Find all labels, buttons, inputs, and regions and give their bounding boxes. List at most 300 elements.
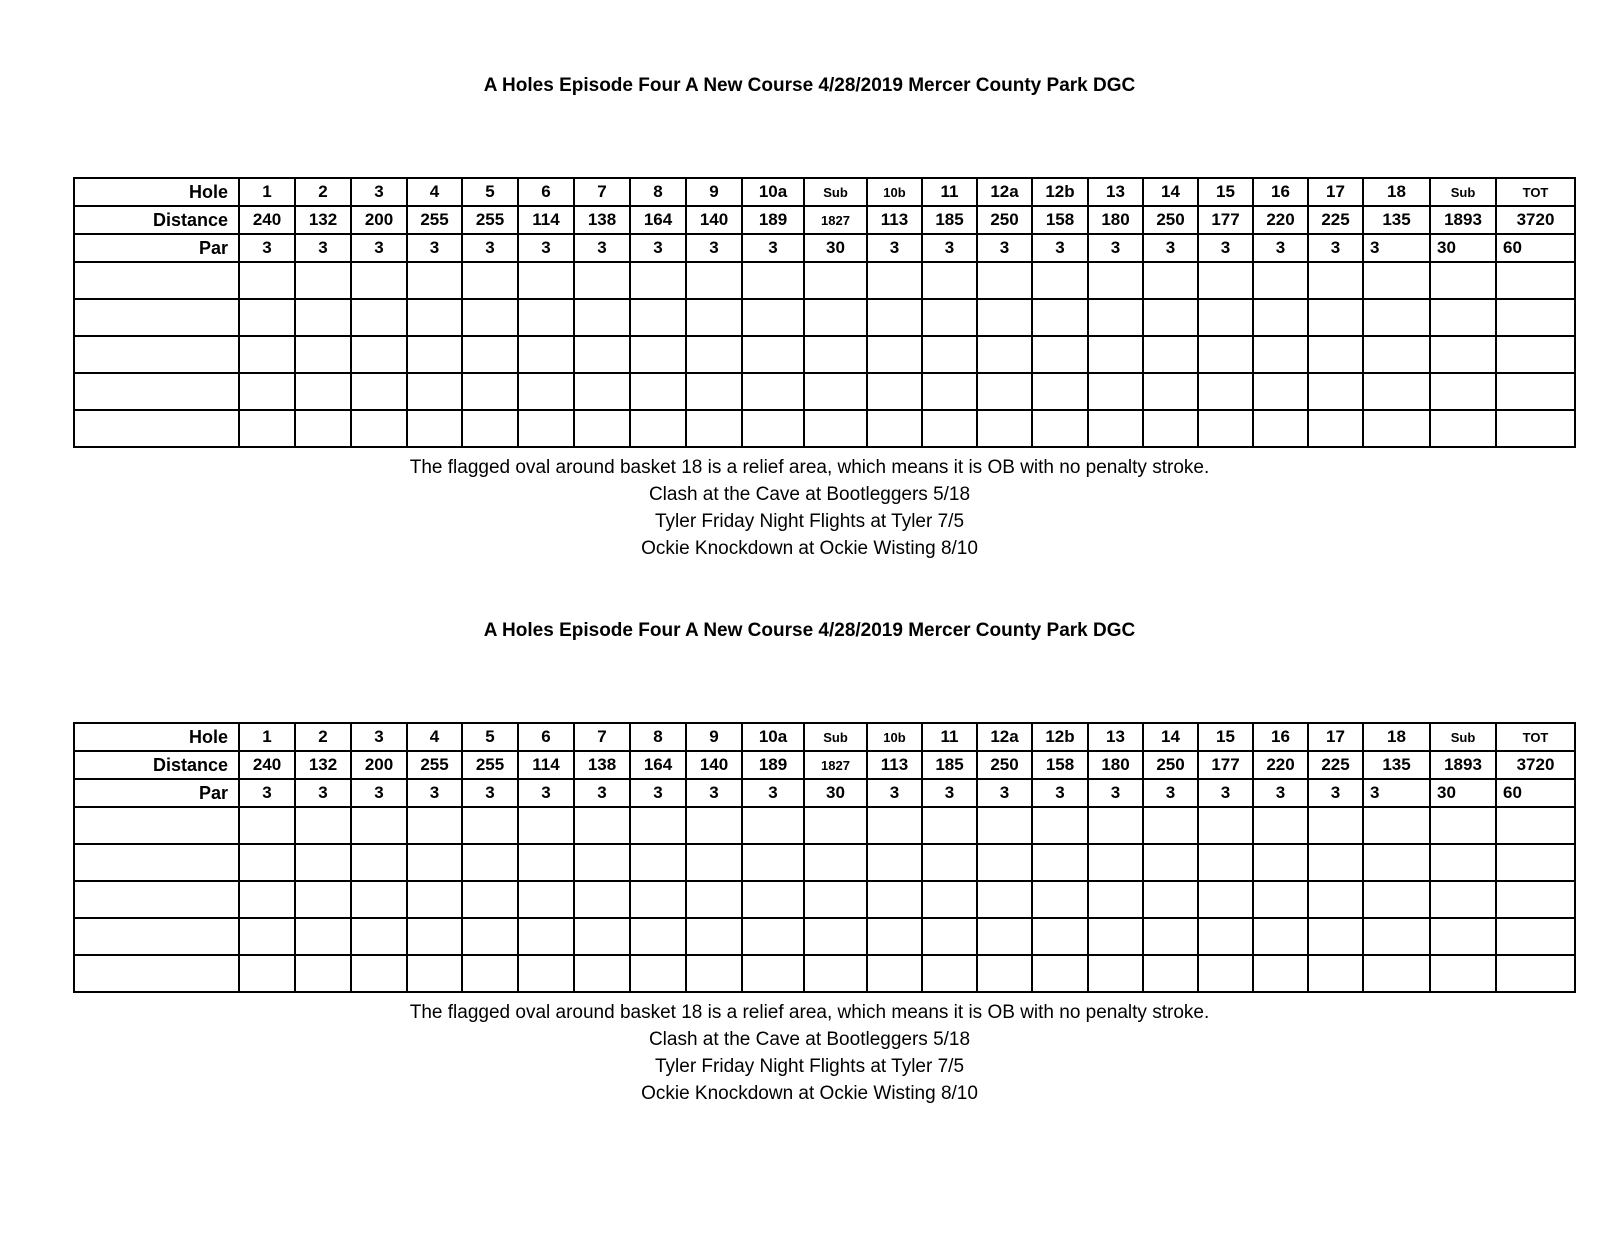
score-cell[interactable] xyxy=(1308,262,1363,299)
score-cell[interactable] xyxy=(1088,373,1143,410)
score-cell[interactable] xyxy=(1308,844,1363,881)
score-cell[interactable] xyxy=(867,844,922,881)
score-cell[interactable] xyxy=(351,807,407,844)
score-cell[interactable] xyxy=(1088,918,1143,955)
note-relief-area: The flagged oval around basket 18 is a relief area, which means it is OB with no penalty stroke. xyxy=(409,457,1210,478)
score-cell[interactable] xyxy=(1496,373,1575,410)
score-cell[interactable] xyxy=(295,918,351,955)
score-cell[interactable] xyxy=(1363,262,1430,299)
player-name-cell[interactable] xyxy=(74,881,239,918)
score-cell[interactable] xyxy=(462,918,518,955)
score-cell[interactable] xyxy=(351,881,407,918)
score-cell[interactable] xyxy=(1363,918,1430,955)
score-cell[interactable] xyxy=(1363,807,1430,844)
score-cell[interactable] xyxy=(922,410,977,447)
score-cell[interactable] xyxy=(804,373,867,410)
score-cell[interactable] xyxy=(630,373,686,410)
score-cell[interactable] xyxy=(630,955,686,992)
score-cell[interactable] xyxy=(977,918,1032,955)
score-cell[interactable] xyxy=(1198,262,1253,299)
distance-cell: 1827 xyxy=(804,206,867,234)
par-cell: 3 xyxy=(351,779,407,807)
score-cell[interactable] xyxy=(742,881,804,918)
score-cell[interactable] xyxy=(1363,299,1430,336)
score-cell[interactable] xyxy=(1088,844,1143,881)
score-cell[interactable] xyxy=(1032,336,1088,373)
score-cell[interactable] xyxy=(1253,955,1308,992)
score-cell[interactable] xyxy=(1308,373,1363,410)
hole-cell: 14 xyxy=(1143,178,1198,206)
score-cell[interactable] xyxy=(1032,918,1088,955)
par-cell: 3 xyxy=(1363,779,1430,807)
player-name-cell[interactable] xyxy=(74,299,239,336)
score-cell[interactable] xyxy=(1308,410,1363,447)
score-cell[interactable] xyxy=(518,262,574,299)
player-name-cell[interactable] xyxy=(74,918,239,955)
score-cell[interactable] xyxy=(295,410,351,447)
score-cell[interactable] xyxy=(1496,881,1575,918)
score-cell[interactable] xyxy=(351,918,407,955)
score-cell[interactable] xyxy=(867,299,922,336)
score-cell[interactable] xyxy=(867,807,922,844)
score-cell[interactable] xyxy=(922,955,977,992)
score-cell[interactable] xyxy=(1253,844,1308,881)
score-cell[interactable] xyxy=(295,262,351,299)
score-cell[interactable] xyxy=(977,955,1032,992)
distance-cell: 225 xyxy=(1308,206,1363,234)
distance-cell: 1893 xyxy=(1430,206,1496,234)
hole-row xyxy=(74,723,1575,751)
score-cell[interactable] xyxy=(1088,336,1143,373)
score-cell[interactable] xyxy=(407,373,462,410)
distance-cell: 164 xyxy=(630,751,686,779)
par-cell: 3 xyxy=(407,234,462,262)
score-cell[interactable] xyxy=(1032,262,1088,299)
score-cell[interactable] xyxy=(351,955,407,992)
score-cell[interactable] xyxy=(407,262,462,299)
hole-cell: 13 xyxy=(1088,178,1143,206)
score-cell[interactable] xyxy=(1198,918,1253,955)
distance-cell: 140 xyxy=(686,751,742,779)
score-cell[interactable] xyxy=(1496,336,1575,373)
score-cell[interactable] xyxy=(1496,844,1575,881)
player-name-cell[interactable] xyxy=(74,844,239,881)
score-cell[interactable] xyxy=(804,844,867,881)
score-cell[interactable] xyxy=(922,299,977,336)
par-cell: 3 xyxy=(867,779,922,807)
score-cell[interactable] xyxy=(977,410,1032,447)
score-cell[interactable] xyxy=(462,844,518,881)
score-cell[interactable] xyxy=(922,918,977,955)
score-cell[interactable] xyxy=(922,262,977,299)
distance-cell: 255 xyxy=(462,206,518,234)
score-cell[interactable] xyxy=(1143,410,1198,447)
distance-cell: 177 xyxy=(1198,206,1253,234)
score-cell[interactable] xyxy=(742,844,804,881)
score-cell[interactable] xyxy=(462,299,518,336)
par-cell: 3 xyxy=(1308,234,1363,262)
distance-row xyxy=(74,206,1575,234)
score-cell[interactable] xyxy=(686,336,742,373)
score-cell[interactable] xyxy=(518,955,574,992)
score-cell[interactable] xyxy=(574,336,630,373)
score-cell[interactable] xyxy=(462,807,518,844)
par-cell: 3 xyxy=(630,779,686,807)
par-cell: 3 xyxy=(462,234,518,262)
scorecard-table xyxy=(73,722,1576,993)
note-event-tyler: Tyler Friday Night Flights at Tyler 7/5 xyxy=(654,1056,965,1077)
score-cell[interactable] xyxy=(1143,881,1198,918)
score-cell[interactable] xyxy=(1088,807,1143,844)
score-cell[interactable] xyxy=(867,918,922,955)
player-name-cell[interactable] xyxy=(74,336,239,373)
hole-cell: 7 xyxy=(574,178,630,206)
player-name-cell[interactable] xyxy=(74,410,239,447)
score-cell[interactable] xyxy=(630,262,686,299)
hole-cell: 8 xyxy=(630,723,686,751)
score-cell[interactable] xyxy=(742,807,804,844)
score-cell[interactable] xyxy=(867,410,922,447)
score-cell[interactable] xyxy=(407,336,462,373)
score-cell[interactable] xyxy=(686,844,742,881)
hole-cell: 2 xyxy=(295,723,351,751)
score-cell[interactable] xyxy=(804,955,867,992)
player-name-cell[interactable] xyxy=(74,262,239,299)
hole-cell: 5 xyxy=(462,723,518,751)
hole-cell: 12a xyxy=(977,178,1032,206)
score-cell[interactable] xyxy=(462,373,518,410)
score-cell[interactable] xyxy=(742,336,804,373)
score-cell[interactable] xyxy=(1363,410,1430,447)
hole-cell: 6 xyxy=(518,178,574,206)
par-cell: 30 xyxy=(804,779,867,807)
score-cell[interactable] xyxy=(518,881,574,918)
score-cell[interactable] xyxy=(351,373,407,410)
score-cell[interactable] xyxy=(1253,373,1308,410)
score-cell[interactable] xyxy=(1430,881,1496,918)
score-cell[interactable] xyxy=(630,807,686,844)
score-cell[interactable] xyxy=(630,918,686,955)
score-cell[interactable] xyxy=(977,881,1032,918)
score-cell[interactable] xyxy=(630,844,686,881)
score-cell[interactable] xyxy=(574,410,630,447)
score-cell[interactable] xyxy=(518,807,574,844)
score-cell[interactable] xyxy=(630,336,686,373)
player-name-cell[interactable] xyxy=(74,807,239,844)
score-cell[interactable] xyxy=(1198,336,1253,373)
score-cell[interactable] xyxy=(742,955,804,992)
score-cell[interactable] xyxy=(742,410,804,447)
score-cell[interactable] xyxy=(1253,918,1308,955)
score-cell[interactable] xyxy=(1253,262,1308,299)
score-cell[interactable] xyxy=(867,373,922,410)
distance-cell: 177 xyxy=(1198,751,1253,779)
score-cell[interactable] xyxy=(1363,955,1430,992)
distance-cell: 3720 xyxy=(1496,206,1575,234)
score-cell[interactable] xyxy=(1143,262,1198,299)
score-cell[interactable] xyxy=(518,844,574,881)
par-cell: 3 xyxy=(295,234,351,262)
score-cell[interactable] xyxy=(1088,955,1143,992)
player-name-cell[interactable] xyxy=(74,955,239,992)
score-cell[interactable] xyxy=(574,918,630,955)
score-cell[interactable] xyxy=(1088,262,1143,299)
score-cell[interactable] xyxy=(574,807,630,844)
score-cell[interactable] xyxy=(922,844,977,881)
score-cell[interactable] xyxy=(922,807,977,844)
score-cell[interactable] xyxy=(922,336,977,373)
score-cell[interactable] xyxy=(1253,881,1308,918)
score-cell[interactable] xyxy=(462,955,518,992)
score-entry-row xyxy=(74,336,1575,373)
score-cell[interactable] xyxy=(686,299,742,336)
score-cell[interactable] xyxy=(1198,373,1253,410)
distance-cell: 200 xyxy=(351,206,407,234)
score-cell[interactable] xyxy=(351,336,407,373)
score-cell[interactable] xyxy=(742,262,804,299)
score-cell[interactable] xyxy=(574,262,630,299)
distance-cell: 164 xyxy=(630,206,686,234)
score-cell[interactable] xyxy=(1032,807,1088,844)
hole-cell: 6 xyxy=(518,723,574,751)
score-cell[interactable] xyxy=(574,881,630,918)
score-cell[interactable] xyxy=(574,373,630,410)
score-cell[interactable] xyxy=(1032,410,1088,447)
score-cell[interactable] xyxy=(1253,336,1308,373)
score-cell[interactable] xyxy=(407,918,462,955)
distance-cell: 135 xyxy=(1363,751,1430,779)
score-cell[interactable] xyxy=(351,844,407,881)
score-cell[interactable] xyxy=(1496,410,1575,447)
score-cell[interactable] xyxy=(574,844,630,881)
score-cell[interactable] xyxy=(574,299,630,336)
par-cell: 3 xyxy=(1032,234,1088,262)
par-row xyxy=(74,234,1575,262)
score-cell[interactable] xyxy=(462,262,518,299)
score-cell[interactable] xyxy=(351,410,407,447)
score-cell[interactable] xyxy=(922,373,977,410)
score-cell[interactable] xyxy=(867,262,922,299)
par-cell: 3 xyxy=(295,779,351,807)
score-cell[interactable] xyxy=(1088,299,1143,336)
score-cell[interactable] xyxy=(462,881,518,918)
score-cell[interactable] xyxy=(1430,410,1496,447)
score-cell[interactable] xyxy=(1430,807,1496,844)
score-cell[interactable] xyxy=(295,844,351,881)
distance-cell: 138 xyxy=(574,206,630,234)
score-cell[interactable] xyxy=(1430,373,1496,410)
score-cell[interactable] xyxy=(1143,918,1198,955)
hole-cell: 16 xyxy=(1253,178,1308,206)
score-cell[interactable] xyxy=(239,881,295,918)
score-cell[interactable] xyxy=(1363,336,1430,373)
score-cell[interactable] xyxy=(630,410,686,447)
score-cell[interactable] xyxy=(804,807,867,844)
note-event-tyler: Tyler Friday Night Flights at Tyler 7/5 xyxy=(654,511,965,532)
score-cell[interactable] xyxy=(518,410,574,447)
score-cell[interactable] xyxy=(1032,299,1088,336)
score-cell[interactable] xyxy=(407,955,462,992)
score-entry-row xyxy=(74,844,1575,881)
score-cell[interactable] xyxy=(686,918,742,955)
score-cell[interactable] xyxy=(1143,373,1198,410)
score-cell[interactable] xyxy=(295,807,351,844)
score-cell[interactable] xyxy=(1430,336,1496,373)
hole-cell: 10b xyxy=(867,178,922,206)
score-cell[interactable] xyxy=(977,336,1032,373)
score-cell[interactable] xyxy=(407,299,462,336)
score-cell[interactable] xyxy=(742,918,804,955)
score-cell[interactable] xyxy=(804,336,867,373)
score-cell[interactable] xyxy=(1496,299,1575,336)
score-cell[interactable] xyxy=(1496,262,1575,299)
score-cell[interactable] xyxy=(407,807,462,844)
par-cell: 3 xyxy=(351,234,407,262)
score-cell[interactable] xyxy=(1363,373,1430,410)
score-cell[interactable] xyxy=(1198,955,1253,992)
score-cell[interactable] xyxy=(518,336,574,373)
score-cell[interactable] xyxy=(1198,299,1253,336)
score-cell[interactable] xyxy=(804,881,867,918)
score-cell[interactable] xyxy=(977,807,1032,844)
par-cell: 3 xyxy=(686,779,742,807)
score-cell[interactable] xyxy=(1088,410,1143,447)
score-cell[interactable] xyxy=(1496,918,1575,955)
hole-cell: 16 xyxy=(1253,723,1308,751)
score-cell[interactable] xyxy=(686,807,742,844)
score-cell[interactable] xyxy=(1088,881,1143,918)
score-cell[interactable] xyxy=(351,262,407,299)
distance-cell: 225 xyxy=(1308,751,1363,779)
score-cell[interactable] xyxy=(1363,881,1430,918)
score-cell[interactable] xyxy=(977,844,1032,881)
score-cell[interactable] xyxy=(518,299,574,336)
score-cell[interactable] xyxy=(867,881,922,918)
score-cell[interactable] xyxy=(574,955,630,992)
score-cell[interactable] xyxy=(1032,844,1088,881)
par-cell: 60 xyxy=(1496,234,1575,262)
score-cell[interactable] xyxy=(239,373,295,410)
score-cell[interactable] xyxy=(867,336,922,373)
score-cell[interactable] xyxy=(1143,844,1198,881)
score-cell[interactable] xyxy=(1198,844,1253,881)
score-cell[interactable] xyxy=(1198,807,1253,844)
score-cell[interactable] xyxy=(1430,918,1496,955)
score-cell[interactable] xyxy=(1430,955,1496,992)
score-cell[interactable] xyxy=(295,373,351,410)
score-cell[interactable] xyxy=(407,410,462,447)
score-cell[interactable] xyxy=(462,336,518,373)
hole-cell: 11 xyxy=(922,723,977,751)
score-cell[interactable] xyxy=(407,881,462,918)
score-cell[interactable] xyxy=(239,955,295,992)
score-cell[interactable] xyxy=(804,262,867,299)
score-cell[interactable] xyxy=(686,881,742,918)
score-cell[interactable] xyxy=(922,881,977,918)
hole-cell: 1 xyxy=(239,723,295,751)
distance-cell: 158 xyxy=(1032,751,1088,779)
score-cell[interactable] xyxy=(1143,955,1198,992)
score-cell[interactable] xyxy=(1430,299,1496,336)
hole-cell: 10a xyxy=(742,178,804,206)
score-cell[interactable] xyxy=(295,299,351,336)
score-cell[interactable] xyxy=(295,881,351,918)
score-cell[interactable] xyxy=(1308,299,1363,336)
score-cell[interactable] xyxy=(239,299,295,336)
notes xyxy=(0,999,1619,1107)
score-cell[interactable] xyxy=(239,336,295,373)
score-cell[interactable] xyxy=(239,918,295,955)
score-cell[interactable] xyxy=(686,410,742,447)
score-cell[interactable] xyxy=(742,299,804,336)
score-cell[interactable] xyxy=(1308,807,1363,844)
player-name-cell[interactable] xyxy=(74,373,239,410)
score-cell[interactable] xyxy=(1308,955,1363,992)
score-cell[interactable] xyxy=(462,410,518,447)
score-cell[interactable] xyxy=(686,262,742,299)
score-cell[interactable] xyxy=(1032,373,1088,410)
score-cell[interactable] xyxy=(630,299,686,336)
score-cell[interactable] xyxy=(1430,844,1496,881)
score-cell[interactable] xyxy=(407,844,462,881)
score-cell[interactable] xyxy=(804,410,867,447)
score-cell[interactable] xyxy=(1198,881,1253,918)
score-cell[interactable] xyxy=(1032,881,1088,918)
score-cell[interactable] xyxy=(1253,410,1308,447)
score-cell[interactable] xyxy=(239,262,295,299)
score-cell[interactable] xyxy=(239,807,295,844)
score-cell[interactable] xyxy=(1308,336,1363,373)
score-cell[interactable] xyxy=(1143,807,1198,844)
score-cell[interactable] xyxy=(295,955,351,992)
score-cell[interactable] xyxy=(977,262,1032,299)
score-cell[interactable] xyxy=(1198,410,1253,447)
score-cell[interactable] xyxy=(1308,881,1363,918)
score-cell[interactable] xyxy=(1496,807,1575,844)
score-cell[interactable] xyxy=(1308,918,1363,955)
score-cell[interactable] xyxy=(295,336,351,373)
score-cell[interactable] xyxy=(518,373,574,410)
score-cell[interactable] xyxy=(686,955,742,992)
score-cell[interactable] xyxy=(867,955,922,992)
score-cell[interactable] xyxy=(686,373,742,410)
score-cell[interactable] xyxy=(804,299,867,336)
score-cell[interactable] xyxy=(518,918,574,955)
par-cell: 3 xyxy=(1143,234,1198,262)
notes xyxy=(0,454,1619,562)
score-cell[interactable] xyxy=(1430,262,1496,299)
par-cell: 3 xyxy=(239,779,295,807)
score-cell[interactable] xyxy=(977,299,1032,336)
score-cell[interactable] xyxy=(1496,955,1575,992)
score-cell[interactable] xyxy=(1032,955,1088,992)
score-cell[interactable] xyxy=(804,918,867,955)
score-cell[interactable] xyxy=(239,410,295,447)
score-cell[interactable] xyxy=(239,844,295,881)
score-cell[interactable] xyxy=(742,373,804,410)
score-cell[interactable] xyxy=(1363,844,1430,881)
score-cell[interactable] xyxy=(630,881,686,918)
score-cell[interactable] xyxy=(351,299,407,336)
score-cell[interactable] xyxy=(977,373,1032,410)
score-cell[interactable] xyxy=(1253,807,1308,844)
hole-cell: 12b xyxy=(1032,178,1088,206)
score-cell[interactable] xyxy=(1143,299,1198,336)
distance-cell: 240 xyxy=(239,751,295,779)
score-entry-row xyxy=(74,262,1575,299)
score-cell[interactable] xyxy=(1253,299,1308,336)
score-cell[interactable] xyxy=(1143,336,1198,373)
